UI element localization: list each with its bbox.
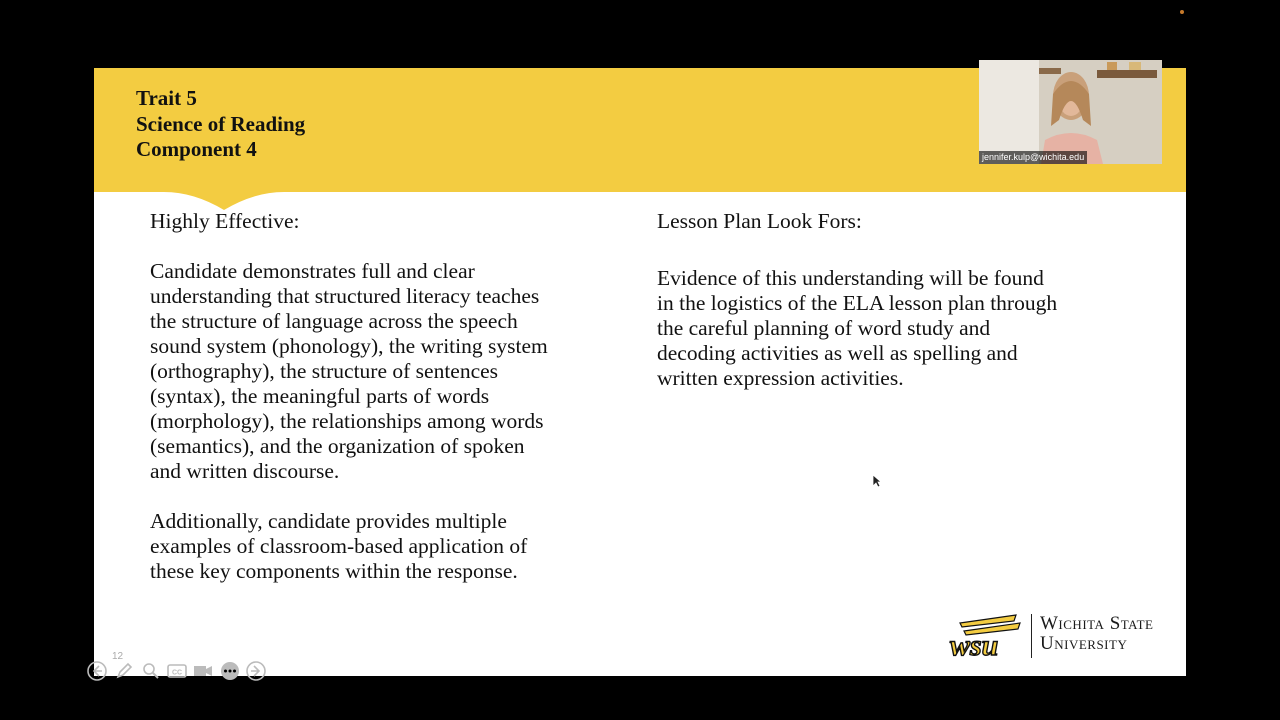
left-paragraph-line: (semantics), and the organization of spoken — [150, 434, 525, 458]
logo-line-1: Wichita State — [1040, 613, 1154, 634]
left-paragraph-line: Candidate demonstrates full and clear — [150, 259, 475, 283]
recording-indicator-dot — [1180, 10, 1184, 14]
pen-icon[interactable] — [113, 660, 135, 682]
right-paragraph-line: in the logistics of the ELA lesson plan through — [657, 291, 1058, 315]
right-paragraph-line: the careful planning of word study and — [657, 316, 991, 340]
left-paragraph-line: examples of classroom-based application of — [150, 534, 528, 558]
presentation-toolbar — [86, 660, 270, 682]
zoom-icon[interactable] — [140, 660, 162, 682]
wichita-state-logo — [946, 611, 1168, 661]
left-paragraph-line: and written discourse. — [150, 459, 340, 483]
wsu-wheat-logo-icon — [946, 611, 1028, 661]
slide-title — [136, 86, 305, 163]
right-paragraph-line: written expression activities. — [657, 366, 904, 390]
title-line: Component 4 — [136, 137, 257, 161]
logo-wordmark — [1040, 614, 1153, 654]
left-paragraph-line: (orthography), the structure of sentences — [150, 359, 499, 383]
video-icon[interactable] — [192, 660, 214, 682]
right-paragraph-line: decoding activities as well as spelling and — [657, 341, 1018, 365]
right-column — [657, 209, 1137, 391]
next-arrow-icon[interactable] — [245, 660, 267, 682]
mouse-cursor-icon — [872, 474, 882, 488]
participant-name-label: jennifer.kulp@wichita.edu — [979, 151, 1087, 164]
participant-video-frame — [979, 60, 1162, 164]
captions-icon[interactable] — [166, 660, 188, 682]
left-column — [150, 209, 630, 584]
left-paragraph-line: sound system (phonology), the writing system — [150, 334, 548, 358]
left-heading: Highly Effective: — [150, 209, 300, 233]
left-paragraph-line: (morphology), the relationships among words — [150, 409, 544, 433]
right-heading: Lesson Plan Look Fors: — [657, 209, 862, 233]
title-line: Science of Reading — [136, 111, 306, 136]
left-paragraph-line: Additionally, candidate provides multiple — [150, 509, 507, 533]
svg-text:CC: CC — [171, 669, 183, 677]
left-paragraph-line: these key components within the response. — [150, 559, 518, 583]
participant-video-tile[interactable] — [979, 60, 1162, 164]
logo-line-2: University — [1040, 633, 1128, 654]
left-paragraph-line: understanding that structured literacy teaches — [150, 284, 540, 308]
slide-page-number: 12 — [112, 651, 124, 662]
left-paragraph-line: the structure of language across the speech — [150, 309, 518, 333]
right-paragraph-line: Evidence of this understanding will be found — [657, 266, 1044, 290]
left-paragraph-line: (syntax), the meaningful parts of words — [150, 384, 490, 408]
prev-arrow-icon[interactable] — [86, 660, 108, 682]
title-line: Trait 5 — [136, 86, 197, 110]
svg-text:wsu: wsu — [950, 629, 999, 661]
logo-divider — [1031, 614, 1032, 658]
more-icon[interactable] — [219, 660, 241, 682]
